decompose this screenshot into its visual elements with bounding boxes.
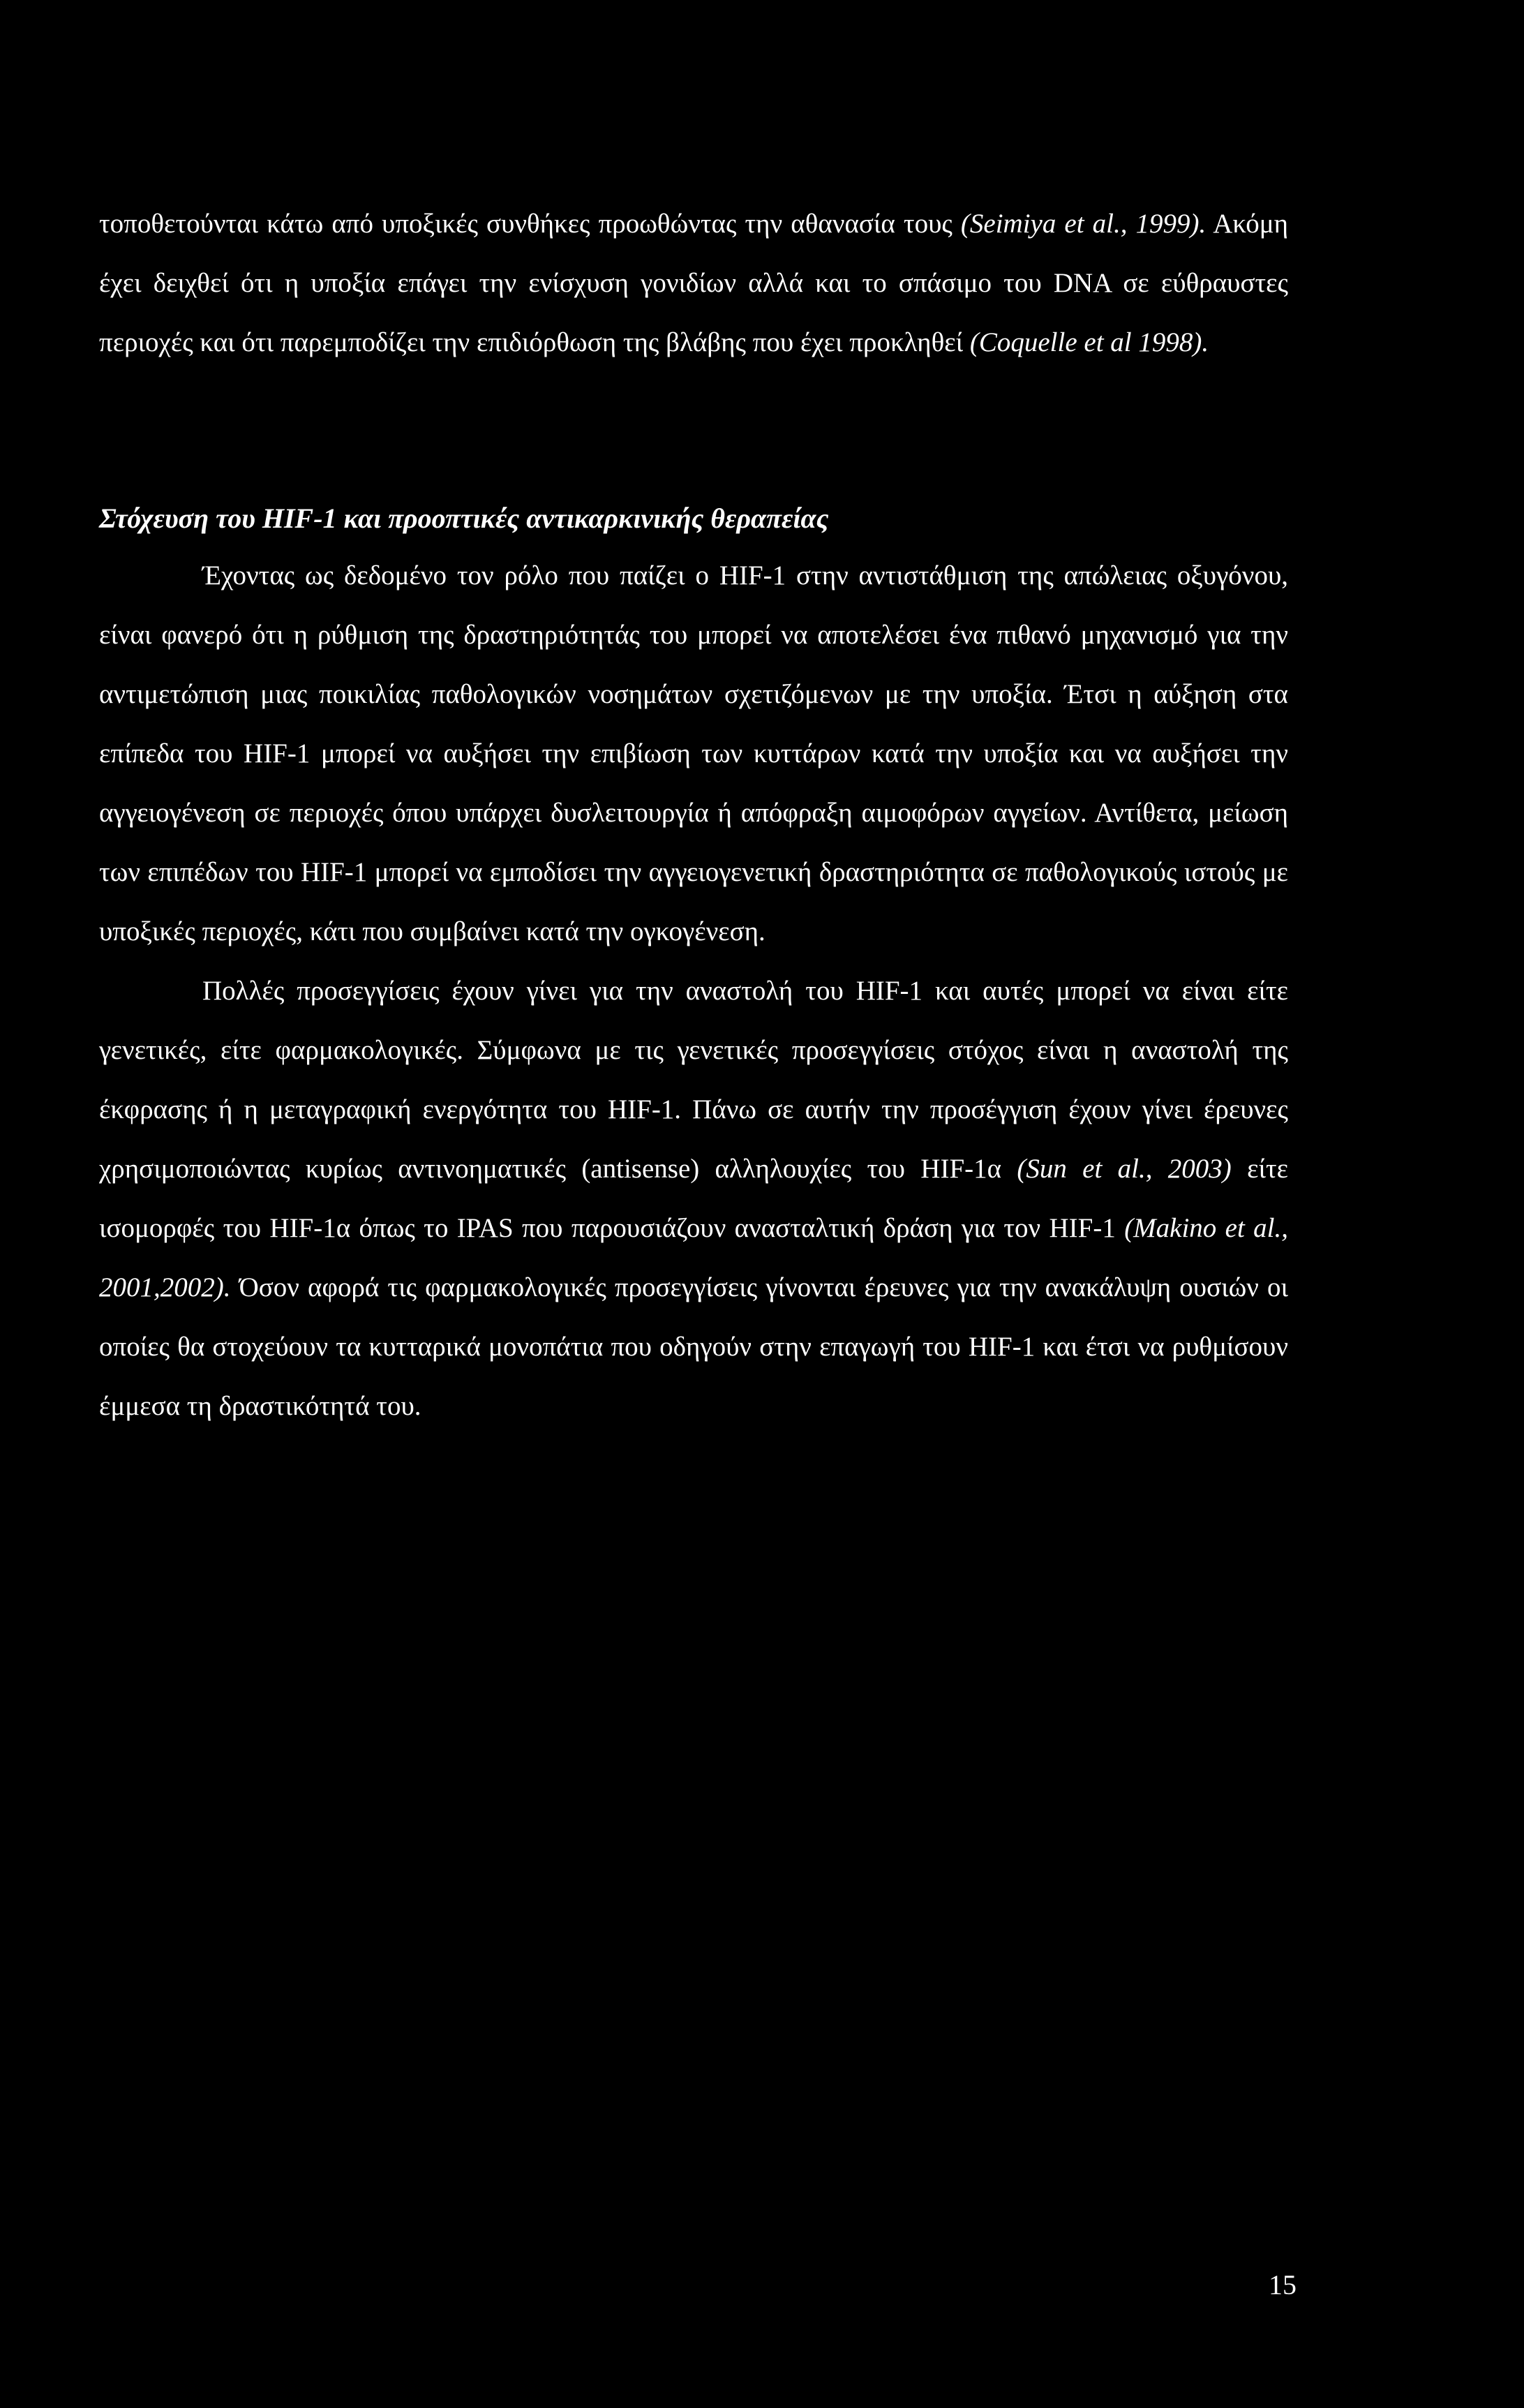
paragraph-continuation xyxy=(99,194,1288,372)
text-span: Ακόμη έχει δειχθεί ότι η υποξία επάγει την ενίσχυση γονιδίων αλλά και το σπάσιμο του DNA σε εύθραυστες περιοχές και ότι παρεμποδίζει την επιδιόρθωση της βλάβης που έχει προκληθεί xyxy=(99,209,1288,357)
citation: (Coquelle et al 1998). xyxy=(969,327,1209,357)
body-paragraph-2 xyxy=(99,961,1288,1436)
citation: (Makino et al., 2001,2002). xyxy=(99,1213,1288,1302)
text-span: είτε ισομορφές του HIF-1α όπως το IPAS που παρουσιάζουν ανασταλτική δράση για τον HIF-1 xyxy=(99,1154,1288,1243)
top-paragraph xyxy=(99,194,1288,372)
section-heading: Στόχευση του HIF-1 και προοπτικές αντικαρκινικής θεραπείας xyxy=(99,503,829,534)
body-paragraph-1: Έχοντας ως δεδομένο τον ρόλο που παίζει ο HIF-1 στην αντιστάθμιση της απώλειας οξυγόνου, είναι φανερό ότι η ρύθμιση της δραστηριότητάς του μπορεί να αποτελέσει ένα πιθανό μηχανισμό για την αντιμετώπιση μιας ποικιλίας παθολογικών νοσημάτων σχετιζόμενων με την υποξία. Έτσι η αύξηση στα επίπεδα του HIF-1 μπορεί να αυξήσει την επιβίωση των κυττάρων κατά την υποξία και να αυξήσει την αγγειογένεση σε περιοχές όπου υπάρχει δυσλειτουργία ή απόφραξη αιμοφόρων αγγείων. Αντίθετα, μείωση των επιπέδων του HIF-1 μπορεί να εμποδίσει την αγγειογενετική δραστηριότητα σε παθολογικούς ιστούς με υποξικές περιοχές, κάτι που συμβαίνει κατά την ογκογένεση. xyxy=(99,560,1288,946)
text-span: Όσον αφορά τις φαρμακολογικές προσεγγίσεις γίνονται έρευνες για την ανακάλυψη ουσιών οι οποίες θα στοχεύουν τα κυτταρικά μονοπάτια που οδηγούν στην επαγωγή του HIF-1 και έτσι να ρυθμίσουν έμμεσα τη δραστικότητά του. xyxy=(99,1272,1288,1421)
text-span: Πολλές προσεγγίσεις έχουν γίνει για την αναστολή του HIF-1 και αυτές μπορεί να είναι είτε γενετικές, είτε φαρμακολογικές. Σύμφωνα με τις γενετικές προσεγγίσεις στόχος είναι η αναστολή της έκφρασης ή η μεταγραφική ενεργότητα του HIF-1. Πάνω σε αυτήν την προσέγγιση έχουν γίνει έρευνες χρησιμοποιώντας κυρίως αντινοηματικές (antisense) αλληλουχίες του HIF-1α xyxy=(99,976,1288,1184)
text-span: τοποθετούνται κάτω από υποξικές συνθήκες προωθώντας την αθανασία τους xyxy=(99,209,961,239)
section-body xyxy=(99,546,1288,1436)
citation: (Seimiya et al., 1999). xyxy=(960,209,1206,239)
citation: (Sun et al., 2003) xyxy=(1017,1154,1232,1184)
page-number: 15 xyxy=(1269,2269,1297,2301)
